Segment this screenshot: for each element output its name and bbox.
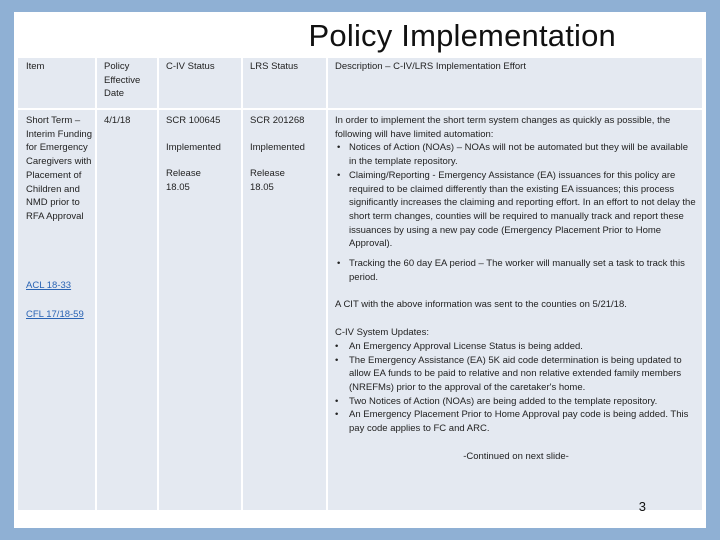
lrs-scr: SCR 201268 [250,115,305,126]
civ-release: Release 18.05 [166,168,201,194]
list-item: • Two Notices of Action (NOAs) are being added to the template repository. [335,395,697,409]
column-divider [95,58,97,510]
system-updates-list [335,340,697,436]
column-divider [241,58,243,510]
header-description: Description – C-IV/LRS Implementation Effort [335,61,526,72]
row-effective-date: 4/1/18 [104,115,131,126]
slide [14,12,706,528]
lrs-release: Release 18.05 [250,168,285,194]
page-number: 3 [638,499,646,514]
column-divider [326,58,328,510]
limited-automation-list [335,141,697,284]
row-lrs-status [250,114,322,195]
list-item: • The Emergency Assistance (EA) 5K aid code determination is being updated to allow EA funds to be paid to relative and non relative extended family members (NREFMs) prior to the approval of the caretaker's home. [335,354,697,395]
header-lrs-status: LRS Status [250,61,299,72]
row-description [335,114,697,463]
lrs-implemented: Implemented [250,141,305,153]
row-civ-status [166,114,238,195]
list-item: • Notices of Action (NOAs) – NOAs will not be automated but they will be available in the template repository. [335,141,697,168]
updates-title: C-IV System Updates: [335,327,429,339]
list-item: • Tracking the 60 day EA period – The worker will manually set a task to track this period. [335,257,697,284]
list-item: • An Emergency Approval License Status is being added. [335,340,697,354]
list-item: • Claiming/Reporting - Emergency Assistance (EA) issuances for this policy are required to be claimed differently than the existing EA issuances; this process significantly increases the claiming and reporting effort. In an effort to not delay the short term changes, counties will be required to manually track and report these issuances by using a new pay code (Emergency Placement Prior to Home Approval). [335,169,697,251]
cit-note: A CIT with the above information was sent to the counties on 5/21/18. [335,299,627,311]
page-title: Policy Implementation [308,18,616,53]
desc-intro: In order to implement the short term system changes as quickly as possible, the following will have limited automation: [335,115,671,140]
list-item: • An Emergency Placement Prior to Home Approval pay code is being added. This pay code applies to FC and ARC. [335,408,697,435]
civ-implemented: Implemented [166,141,221,153]
header-civ-status: C-IV Status [166,61,215,72]
policy-table [18,58,702,510]
row-item: Short Term – Interim Funding for Emergency Caregivers with Placement of Children and NMD prior to RFA Approval [26,115,93,222]
continued-note: -Continued on next slide- [463,450,569,462]
column-divider [157,58,159,510]
header-item: Item [26,61,45,72]
header-effective-date: Policy Effective Date [104,61,141,100]
civ-scr: SCR 100645 [166,115,221,126]
acl-link[interactable]: ACL 18-33 [26,280,72,291]
cfl-link[interactable]: CFL 17/18-59 [26,309,84,320]
